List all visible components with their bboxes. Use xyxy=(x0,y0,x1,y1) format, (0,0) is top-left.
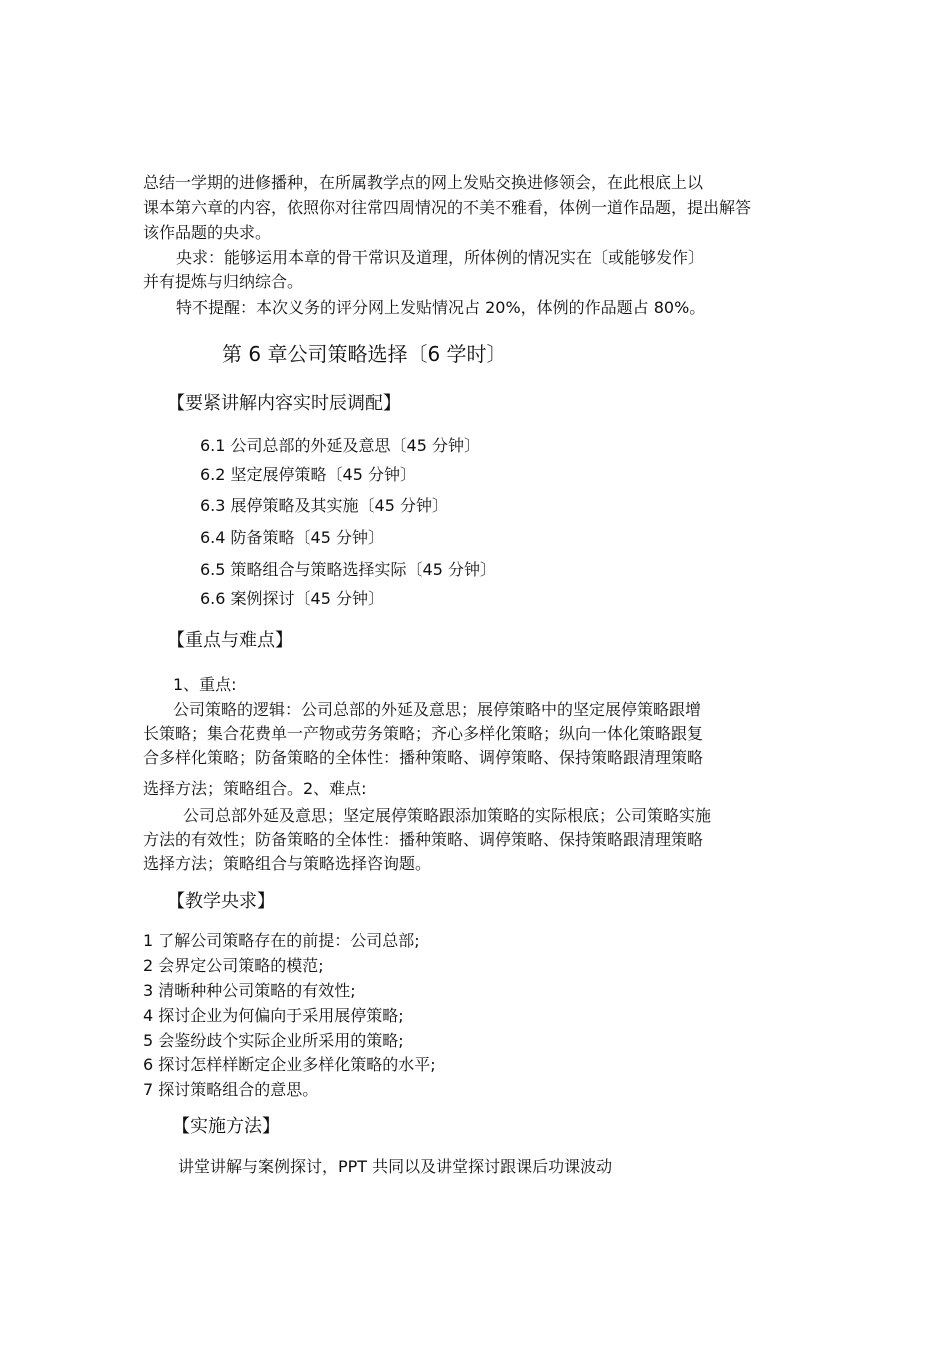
main-content-item: 6.2 坚定展停策略〔45 分钟〕 xyxy=(200,465,416,484)
teaching-requirement-item: 7 探讨策略组合的意思。 xyxy=(143,1080,319,1099)
key-points-text-4: 选择方法；策略组合。2、难点: xyxy=(143,779,367,798)
difficulties-text-3: 选择方法；策略组合与策略选择咨询题。 xyxy=(143,854,432,873)
difficulties-text-1: 公司总部外延及意思；坚定展停策略跟添加策略的实际根底；公司策略实施 xyxy=(183,806,712,825)
main-content-item: 6.1 公司总部的外延及意思〔45 分钟〕 xyxy=(200,436,480,455)
chapter-title: 第 6 章公司策略选择〔6 学时〕 xyxy=(222,342,507,366)
section-heading-key-points: 【重点与难点】 xyxy=(167,630,293,651)
intro-line-1: 总结一学期的进修播种，在所属教学点的网上发贴交换进修领会，在此根底上以 xyxy=(143,173,704,192)
key-points-label: 1、重点: xyxy=(173,675,237,694)
teaching-requirement-item: 5 会鉴纷歧个实际企业所采用的策略; xyxy=(143,1031,404,1050)
difficulties-text-2: 方法的有效性；防备策略的全体性：播种策略、调停策略、保持策略跟清理策略 xyxy=(143,830,704,849)
main-content-item: 6.6 案例探讨〔45 分钟〕 xyxy=(200,589,384,608)
requirement-line-2: 并有提炼与归纳综合。 xyxy=(143,272,304,291)
main-content-item: 6.5 策略组合与策略选择实际〔45 分钟〕 xyxy=(200,560,496,579)
implementation-text: 讲堂讲解与案例探讨，PPT 共同以及讲堂探讨跟课后功课波动 xyxy=(178,1157,613,1176)
key-points-text-1: 公司策略的逻辑：公司总部的外延及意思；展停策略中的坚定展停策略跟增 xyxy=(173,700,702,719)
key-points-text-2: 长策略；集合花费单一产物或劳务策略；齐心多样化策略；纵向一体化策略跟复 xyxy=(143,724,704,743)
teaching-requirement-item: 6 探讨怎样样断定企业多样化策略的水平; xyxy=(143,1055,436,1074)
teaching-requirement-item: 3 清晰种种公司策略的有效性; xyxy=(143,981,356,1000)
grading-note: 特不提醒：本次义务的评分网上发贴情况占 20%，体例的作品题占 80%。 xyxy=(176,298,706,317)
teaching-requirement-item: 2 会界定公司策略的模范; xyxy=(143,956,324,975)
intro-line-2: 课本第六章的内容，依照你对往常四周情况的不美不雅看，体例一道作品题，提出解答 xyxy=(143,198,752,217)
main-content-item: 6.4 防备策略〔45 分钟〕 xyxy=(200,528,384,547)
key-points-text-3: 合多样化策略；防备策略的全体性：播种策略、调停策略、保持策略跟清理策略 xyxy=(143,748,704,767)
teaching-requirement-item: 4 探讨企业为何偏向于采用展停策略; xyxy=(143,1006,404,1025)
section-heading-teaching-requirements: 【教学央求】 xyxy=(167,891,275,912)
section-heading-implementation: 【实施方法】 xyxy=(172,1116,280,1137)
teaching-requirement-item: 1 了解公司策略存在的前提：公司总部; xyxy=(143,931,420,950)
intro-line-3: 该作品题的央求。 xyxy=(143,223,272,242)
requirement-line-1: 央求：能够运用本章的骨干常识及道理，所体例的情况实在〔或能够发作〕 xyxy=(176,248,705,267)
main-content-item: 6.3 展停策略及其实施〔45 分钟〕 xyxy=(200,496,448,515)
section-heading-main-content: 【要紧讲解内容实时辰调配】 xyxy=(167,393,401,414)
